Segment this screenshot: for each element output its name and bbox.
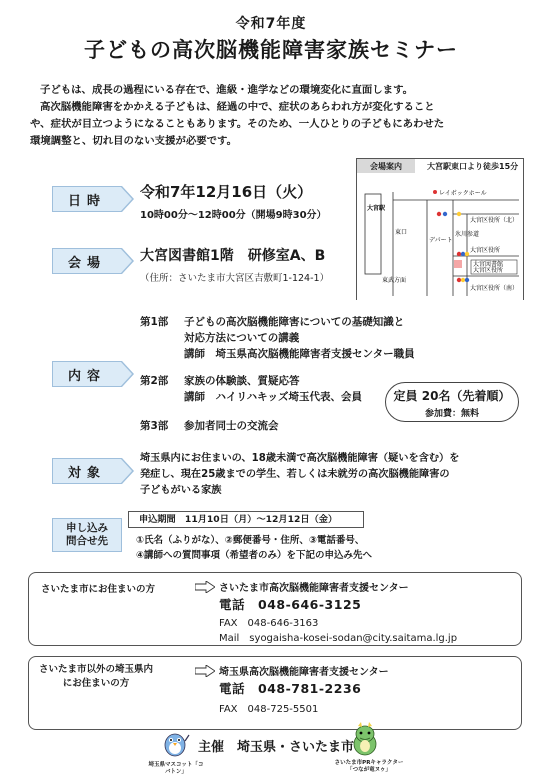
part1-title-1: 子どもの高次脳機能障害についての基礎知識と [184,316,405,328]
capacity-badge [385,382,519,422]
tsunagaryu-mascot-icon [348,722,382,758]
part1-title-2: 対応方法についての講義 [184,332,300,344]
contact-pref-who [39,663,153,691]
contact-city-who: さいたま市にお住まいの方 [41,584,156,595]
target-line-2: 発症し、現在25歳までの学生、若しくは未就労の高次脳機能障害の [140,469,450,480]
contact-pref-org: 埼玉県高次脳機能障害者支援センター [219,667,389,678]
part1-label: 第1部 [140,316,169,328]
part3-label: 第3部 [140,420,169,432]
map-drawing [357,174,523,300]
tsunagaryu-caption-2: 「つなが竜ヌゥ」 [347,767,391,773]
map-east-exit: 東口 [395,229,408,236]
tsunagaryu-caption [334,760,404,774]
contact-pref-who-1: さいたま市以外の埼玉県内 [39,664,154,675]
part2-title: 家族の体験談、質疑応答 [184,375,300,387]
event-date: 令和7年12月16日（火） [140,183,313,201]
arrow-right-icon [195,665,215,677]
intro-line-3: や、症状が目立つようになることもあります。そのため、一人ひとりの子どもにあわせた [30,118,445,130]
label-apply [52,518,122,552]
tsunagaryu-caption-1: さいたま市PRキャラクター [334,760,404,766]
map-hikawa: 氷川参道 [455,231,480,238]
contact-city-fax: FAX 048-646-3163 [219,618,319,629]
map-tobu: 東武方面 [382,277,407,284]
contact-pref-fax: FAX 048-725-5501 [219,704,319,715]
page-title: 子どもの高次脳機能障害家族セミナー [84,38,458,62]
content-part2 [140,373,362,405]
contact-city-box [28,572,522,646]
target-line-1: 埼玉県内にお住まいの、18歳未満で高次脳機能障害（疑いを含む）を [140,453,460,464]
target-text [140,451,520,499]
map-ward-north: 大宮区役所（北） [470,217,519,224]
part2-label: 第2部 [140,375,169,387]
map-dept: デパート [429,237,453,244]
kobaton-mascot-icon [160,727,190,759]
venue-name: 大宮図書館1階 研修室A、B [140,248,326,264]
contact-pref-who-2: にお住まいの方 [62,678,130,689]
intro-line-2: 高次脳機能障害をかかえる子どもは、経過の中で、症状のあらわれ方が変化すること [40,101,435,113]
capacity-text: 定員 20名（先着順） [393,389,511,403]
map-note: 大宮駅東口より徒歩15分 [427,162,519,171]
label-content: 内容 [52,361,122,387]
map-label: 会場案内 [357,159,415,173]
part1-lecturer: 講師 埼玉県高次脳機能障害者支援センター職員 [184,348,415,360]
map-reiboku: レイボックホール [439,190,487,197]
part3-title: 参加者同士の交流会 [184,420,279,432]
label-date: 日時 [52,186,122,212]
event-time: 10時00分～12時00分（開場9時30分） [140,210,327,221]
apply-period: 申込期間 11月10日（月）～12月12日（金） [128,511,364,528]
map-ward-south: 大宮区役所（南） [470,285,519,292]
header-year: 令和7年度 [235,16,307,32]
label-apply-line-1: 申し込み [66,522,108,534]
intro-line-4: 環境調整と、切れ目のない支援が必要です。 [30,135,237,147]
map-ward-office: 大宮区役所 [470,247,501,254]
label-apply-line-2: 問合せ先 [66,535,108,547]
map-library-marker [454,260,462,268]
content-part3 [140,418,279,434]
contact-city-mail[interactable]: Mail syogaisha-kosei-sodan@city.saitama.lg.jp [219,633,458,644]
target-line-3: 子どもがいる家族 [140,485,222,496]
contact-pref-box [28,656,522,730]
intro-text [30,82,522,150]
content-part1 [140,314,415,362]
host-text: 主催 埼玉県・さいたま市 [198,740,355,755]
fee-text: 参加費：無料 [424,409,479,419]
part2-lecturer: 講師 ハイリハキッズ埼玉代表、会員 [184,391,362,403]
kobaton-caption: 埼玉県マスコット「コバトン」 [148,762,204,775]
apply-items [136,533,372,563]
apply-items-line-1: ①氏名（ふりがな）、②郵便番号・住所、③電話番号、 [136,535,365,546]
venue-map [356,158,524,300]
venue-address: （住所：さいたま市大宮区吉敷町1-124-1） [140,273,330,284]
map-library-1: 大宮図書館 [473,261,504,268]
contact-pref-tel: 電話 048-781-2236 [219,681,362,696]
label-target: 対象 [52,458,122,484]
apply-items-line-2: ④講師への質問事項（希望者のみ）を下記の申込み先へ [136,550,373,561]
contact-city-org: さいたま市高次脳機能障害者支援センター [219,583,409,594]
label-venue: 会場 [52,248,122,274]
intro-line-1: 子どもは、成長の過程にいる存在で、進級・進学などの環境変化に直面します。 [40,84,414,96]
arrow-right-icon [195,581,215,593]
contact-city-tel: 電話 048-646-3125 [219,597,362,612]
map-station-label: 大宮駅 [367,205,386,212]
map-library-2: 大宮区役所 [473,267,504,274]
